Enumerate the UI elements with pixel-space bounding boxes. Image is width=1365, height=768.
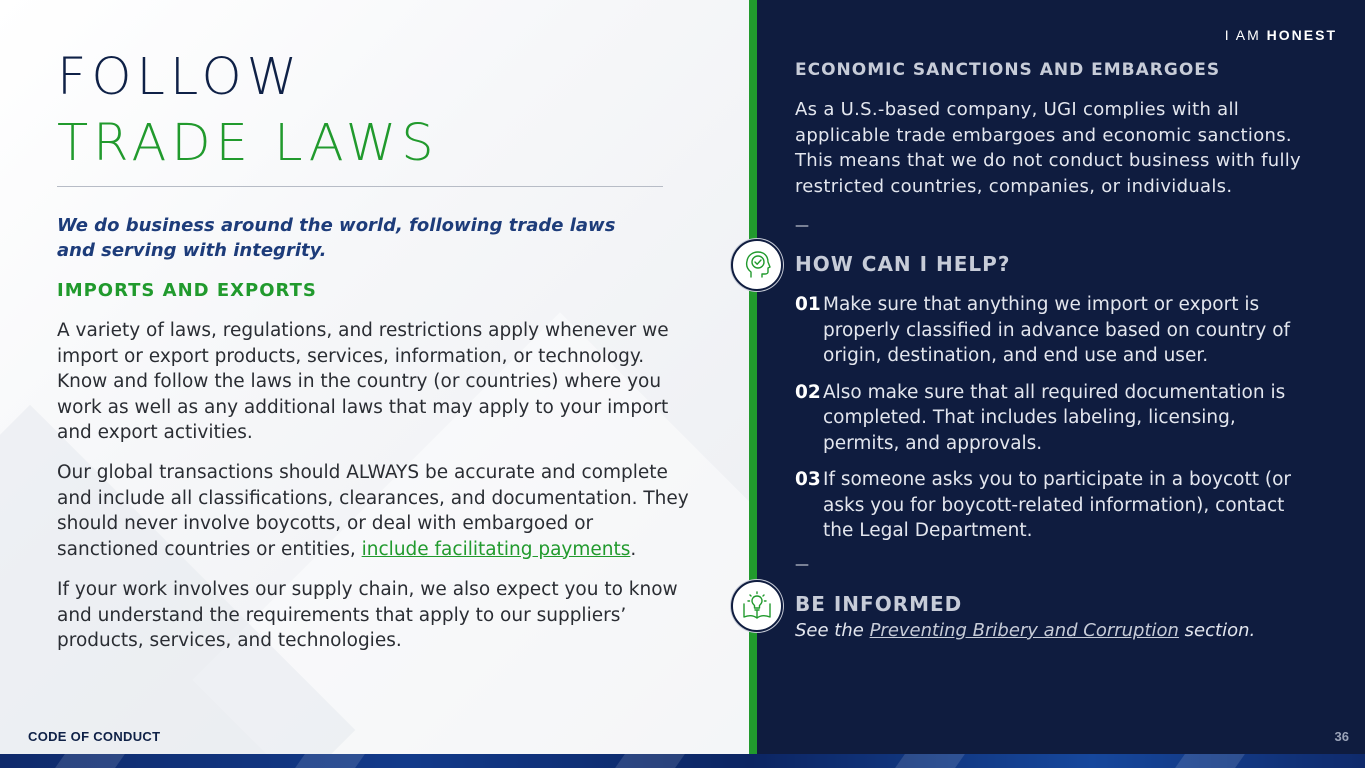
- transactions-paragraph: [57, 460, 697, 562]
- list-item: [795, 292, 1315, 369]
- band-stripe: [55, 754, 125, 768]
- band-stripe: [295, 754, 365, 768]
- page-number: 36: [1334, 729, 1349, 744]
- green-divider-bar: [749, 0, 757, 754]
- band-stripe: [895, 754, 965, 768]
- informed-suffix: section.: [1178, 620, 1256, 641]
- transactions-period: .: [630, 538, 637, 560]
- bottom-decorative-band: [0, 754, 1365, 768]
- intro-statement: We do business around the world, following trade laws and serving with integrity.: [57, 215, 616, 261]
- informed-prefix: See the: [795, 620, 870, 641]
- transactions-text: Our global transactions should ALWAYS be accurate and complete and include all classifications, clearances, and documentation. They should never involve boycotts, or deal with embargoed or sanctioned countries or entities,: [57, 462, 689, 560]
- tagline-bold: HONEST: [1266, 27, 1337, 43]
- step-text: Make sure that anything we import or export is properly classified in advance based on country of origin, destination, and end use and user.: [823, 294, 1291, 366]
- page-title-line2: TRADE LAWS: [57, 114, 439, 173]
- footer-label: CODE OF CONDUCT: [28, 729, 161, 744]
- sanctions-heading: ECONOMIC SANCTIONS AND EMBARGOES: [795, 60, 1221, 80]
- informed-heading: BE INFORMED: [795, 592, 963, 616]
- tagline: [1225, 27, 1337, 43]
- tagline-prefix: I AM: [1224, 27, 1267, 43]
- band-stripe: [1175, 754, 1245, 768]
- list-item: [795, 380, 1315, 457]
- informed-reference: [795, 620, 1255, 641]
- help-heading: HOW CAN I HELP?: [795, 252, 1011, 276]
- section-dash: —: [795, 218, 809, 234]
- step-number: 01: [795, 294, 821, 315]
- head-checkmark-icon: [731, 239, 783, 291]
- title-divider: [57, 186, 663, 187]
- step-number: 02: [795, 381, 821, 403]
- list-item: [795, 467, 1315, 544]
- facilitating-payments-link[interactable]: include facilitating payments: [361, 538, 631, 560]
- supply-chain-paragraph: If your work involves our supply chain, we also expect you to know and understand the requirements that apply to our suppliers’ products, services, and technologies.: [57, 579, 678, 651]
- bribery-corruption-link[interactable]: Preventing Bribery and Corruption: [869, 620, 1179, 641]
- band-stripe: [615, 754, 685, 768]
- page-title-line1: FOLLOW: [57, 48, 303, 107]
- sanctions-body: As a U.S.-based company, UGI complies with all applicable trade embargoes and economic sanctions. This means that we do not conduct business with fully restricted countries, companies, or individuals.: [795, 99, 1302, 197]
- section-dash: —: [795, 557, 809, 573]
- imports-paragraph: A variety of laws, regulations, and restrictions apply whenever we import or export products, services, information, or technology. Know and follow the laws in the country (or countries) where you work as well as any additional laws that may apply to your import and export activities.: [57, 320, 669, 443]
- step-number: 03: [795, 469, 821, 490]
- book-lightbulb-icon: [731, 580, 783, 632]
- help-steps-list: [795, 292, 1315, 555]
- step-text: If someone asks you to participate in a boycott (or asks you for boycott-related information), contact the Legal Department.: [823, 469, 1292, 541]
- step-text: Also make sure that all required documentation is completed. That includes labeling, licensing, permits, and approvals.: [823, 381, 1286, 454]
- imports-exports-heading: IMPORTS AND EXPORTS: [57, 280, 317, 301]
